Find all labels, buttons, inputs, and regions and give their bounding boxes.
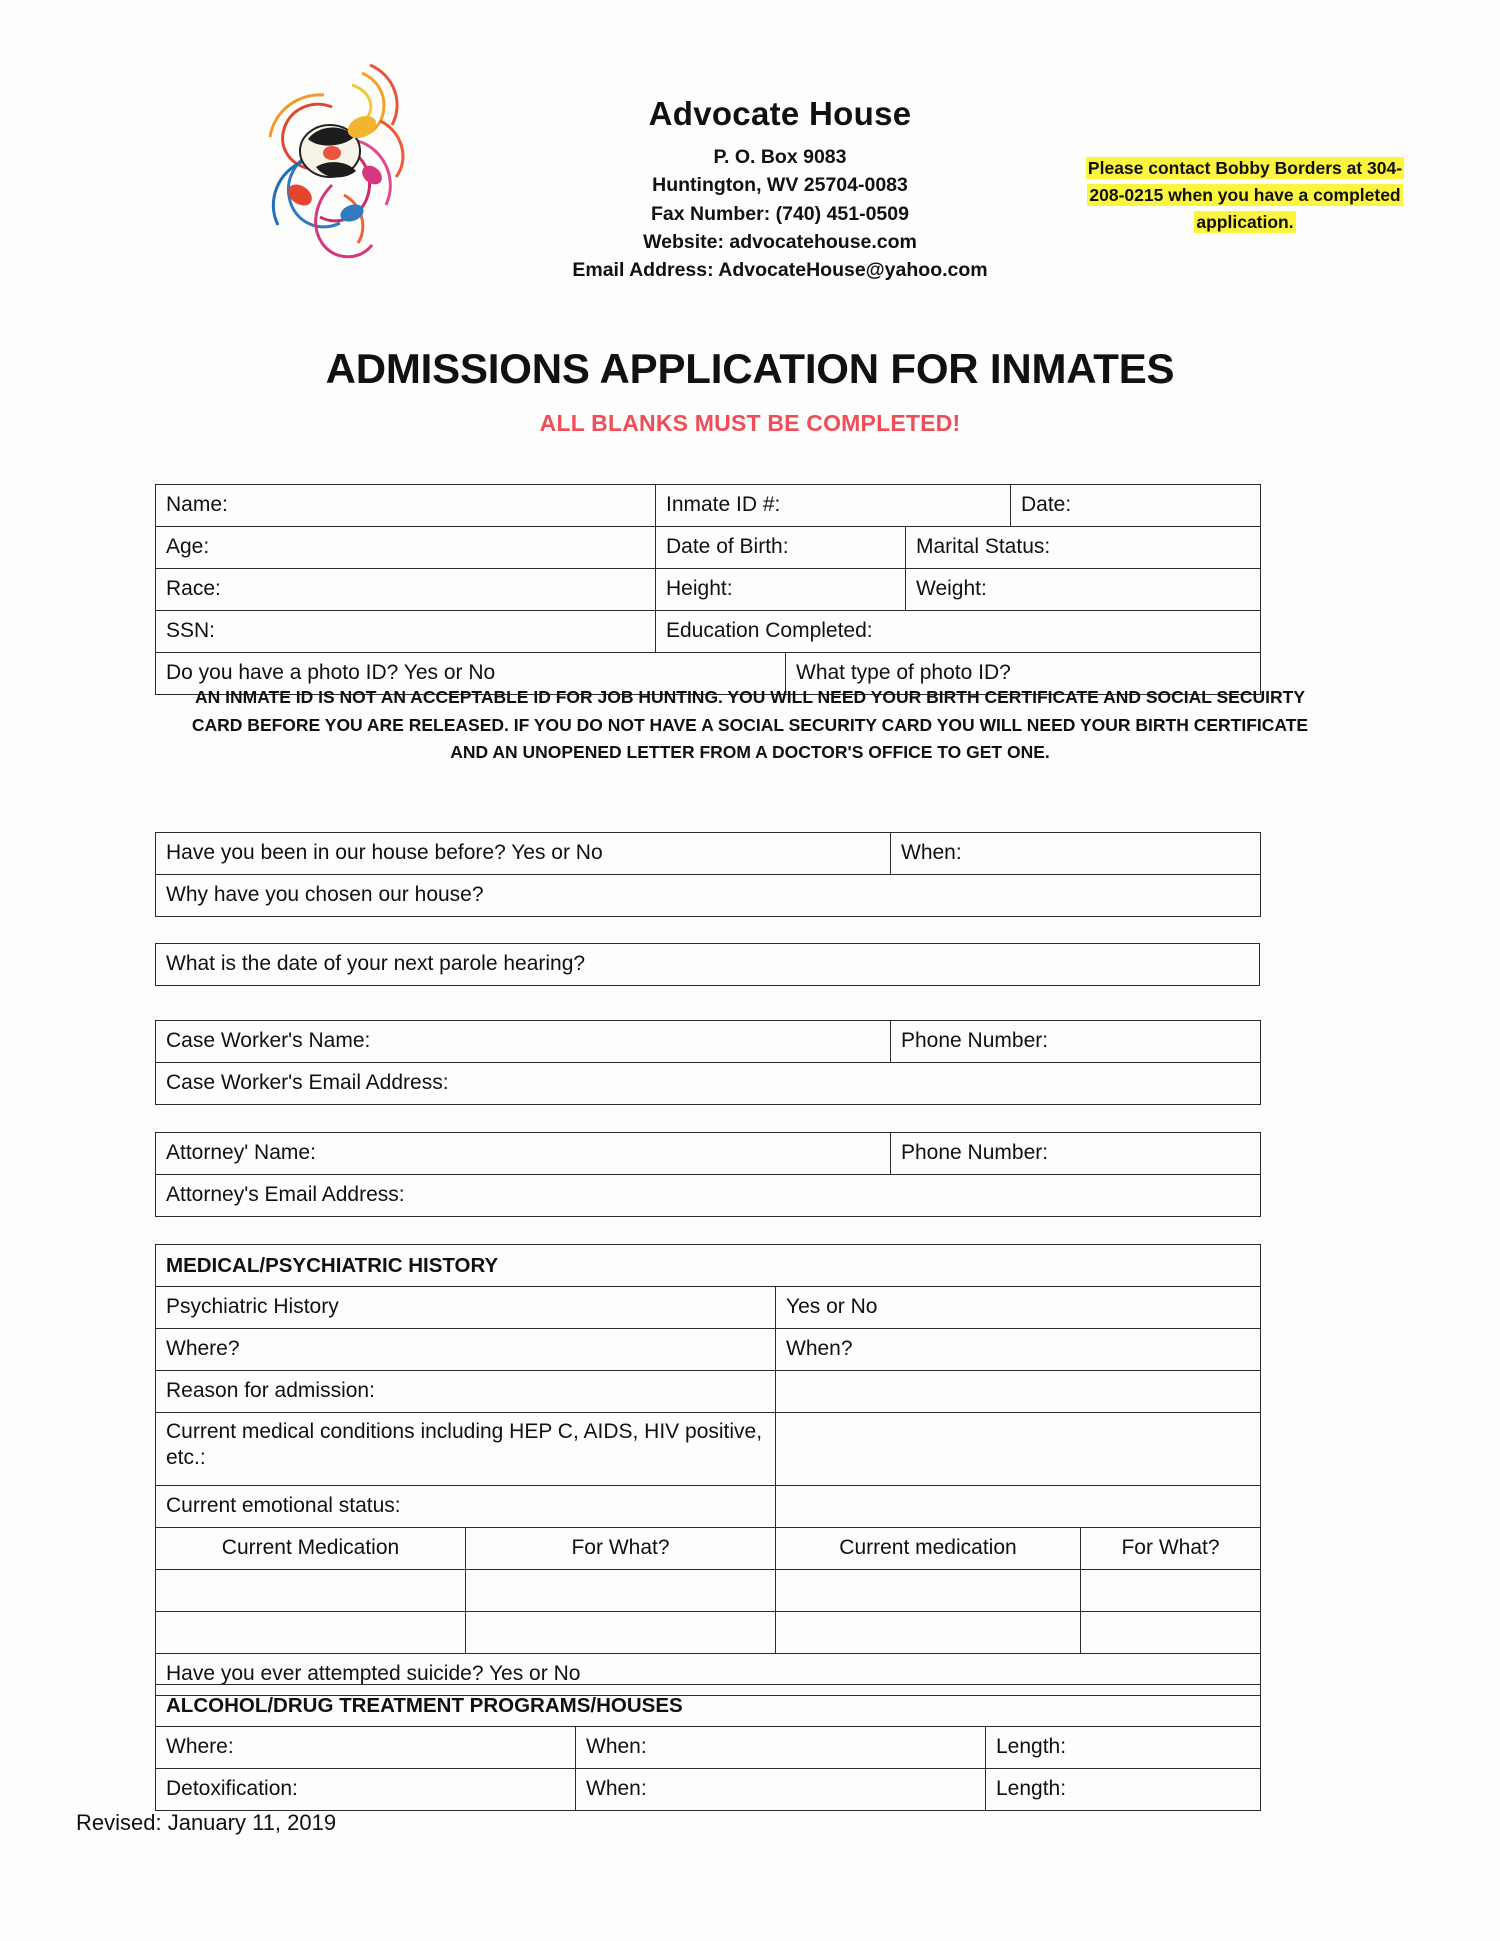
field-label-psych-yesno[interactable]: Yes or No xyxy=(776,1287,1261,1329)
table-row xyxy=(156,1570,1261,1612)
field-label-age[interactable]: Age: xyxy=(156,527,656,569)
column-header-medication-1: Current Medication xyxy=(156,1528,466,1570)
field-label-psych-where[interactable]: Where? xyxy=(156,1329,776,1371)
table-row xyxy=(156,1245,1261,1287)
table-row xyxy=(156,1413,1261,1486)
field-label-program-length[interactable]: Length: xyxy=(986,1727,1261,1769)
field-label-detox[interactable]: Detoxification: xyxy=(156,1769,576,1811)
email-address: Email Address: AdvocateHouse@yahoo.com xyxy=(572,259,988,282)
field-input-forwhat[interactable] xyxy=(1081,1570,1261,1612)
document-header xyxy=(0,0,1500,436)
field-label-been-before[interactable]: Have you been in our house before? Yes or No xyxy=(156,833,891,875)
table-row xyxy=(156,944,1260,986)
organization-block xyxy=(500,95,1060,284)
identity-table xyxy=(155,484,1261,695)
revision-footer: Revised: January 11, 2019 xyxy=(76,1810,337,1835)
contact-highlight-note xyxy=(1075,155,1415,236)
table-row xyxy=(156,611,1261,653)
section-title-medical: MEDICAL/PSYCHIATRIC HISTORY xyxy=(156,1245,1261,1287)
id-requirement-notice: AN INMATE ID IS NOT AN ACCEPTABLE ID FOR JOB HUNTING. YOU WILL NEED YOUR BIRTH CERTIFICATE AND SOCIAL SECUIRTY CARD BEFORE YOU ARE RELEASED. IF YOU DO NOT HAVE A SOCIAL SECURITY CARD YOU WILL NEED YOUR BIRTH CERTIFICATE AND AN UNOPENED LETTER FROM A DOCTOR'S OFFICE TO GET ONE. xyxy=(191,687,1309,763)
field-label-inmate-id[interactable]: Inmate ID #: xyxy=(656,485,1011,527)
field-label-name[interactable]: Name: xyxy=(156,485,656,527)
table-row xyxy=(156,527,1261,569)
section-title-alcohol-drug: ALCOHOL/DRUG TREATMENT PROGRAMS/HOUSES xyxy=(156,1685,1261,1727)
table-row xyxy=(156,1486,1261,1528)
table-row xyxy=(156,569,1261,611)
table-row xyxy=(156,1612,1261,1654)
field-label-caseworker-phone[interactable]: Phone Number: xyxy=(891,1021,1261,1063)
field-label-program-when[interactable]: When: xyxy=(576,1727,986,1769)
field-input-medication[interactable] xyxy=(156,1612,466,1654)
field-label-suicide-attempt[interactable]: Have you ever attempted suicide? Yes or No xyxy=(156,1654,1261,1696)
organization-name: Advocate House xyxy=(648,95,912,132)
website: Website: advocatehouse.com xyxy=(643,230,917,253)
table-row xyxy=(156,1685,1261,1727)
field-label-detox-length[interactable]: Length: xyxy=(986,1769,1261,1811)
table-row xyxy=(156,1175,1261,1217)
field-input-medication[interactable] xyxy=(776,1612,1081,1654)
field-label-date[interactable]: Date: xyxy=(1011,485,1261,527)
field-label-emotional-status[interactable]: Current emotional status: xyxy=(156,1486,776,1528)
parole-table xyxy=(155,943,1260,986)
field-label-photo-id-type[interactable]: What type of photo ID? xyxy=(786,653,1261,695)
column-header-medication-2: Current medication xyxy=(776,1528,1081,1570)
field-label-caseworker-email[interactable]: Case Worker's Email Address: xyxy=(156,1063,1261,1105)
field-input-emotional-status[interactable] xyxy=(776,1486,1261,1528)
table-row xyxy=(156,1727,1261,1769)
page-title: ADMISSIONS APPLICATION FOR INMATES xyxy=(325,345,1175,392)
page-subtitle: ALL BLANKS MUST BE COMPLETED! xyxy=(539,410,961,436)
table-row xyxy=(156,833,1261,875)
column-header-forwhat-1: For What? xyxy=(466,1528,776,1570)
address-po-box: P. O. Box 9083 xyxy=(713,146,847,168)
field-label-been-before-when[interactable]: When: xyxy=(891,833,1261,875)
field-label-detox-when[interactable]: When: xyxy=(576,1769,986,1811)
field-input-medication[interactable] xyxy=(156,1570,466,1612)
table-row xyxy=(156,1769,1261,1811)
field-input-medication[interactable] xyxy=(776,1570,1081,1612)
case-worker-table xyxy=(155,1020,1261,1105)
field-label-attorney-name[interactable]: Attorney' Name: xyxy=(156,1133,891,1175)
field-label-program-where[interactable]: Where: xyxy=(156,1727,576,1769)
medical-history-table xyxy=(155,1244,1261,1696)
field-label-height[interactable]: Height: xyxy=(656,569,906,611)
contact-highlight-text: Please contact Bobby Borders at 304-208-0215 when you have a completed application. xyxy=(1087,158,1403,233)
field-input-forwhat[interactable] xyxy=(466,1570,776,1612)
field-label-education[interactable]: Education Completed: xyxy=(656,611,1261,653)
field-input-forwhat[interactable] xyxy=(1081,1612,1261,1654)
field-label-medical-conditions[interactable]: Current medical conditions including HEP C, AIDS, HIV positive, etc.: xyxy=(156,1413,776,1486)
table-row xyxy=(156,1287,1261,1329)
field-label-attorney-email[interactable]: Attorney's Email Address: xyxy=(156,1175,1261,1217)
field-label-ssn[interactable]: SSN: xyxy=(156,611,656,653)
field-label-reason-admission[interactable]: Reason for admission: xyxy=(156,1371,776,1413)
address-city-state: Huntington, WV 25704-0083 xyxy=(652,174,908,197)
table-row xyxy=(156,1063,1261,1105)
house-history-table xyxy=(155,832,1261,917)
field-input-medical-conditions[interactable] xyxy=(776,1413,1261,1486)
table-row xyxy=(156,485,1261,527)
table-row xyxy=(156,1371,1261,1413)
field-label-attorney-phone[interactable]: Phone Number: xyxy=(891,1133,1261,1175)
table-row xyxy=(156,875,1261,917)
field-label-weight[interactable]: Weight: xyxy=(906,569,1261,611)
table-row xyxy=(156,1528,1261,1570)
field-label-photo-id[interactable]: Do you have a photo ID? Yes or No xyxy=(156,653,786,695)
fax-number: Fax Number: (740) 451-0509 xyxy=(651,202,909,225)
field-input-forwhat[interactable] xyxy=(466,1612,776,1654)
field-input-reason-admission[interactable] xyxy=(776,1371,1261,1413)
field-label-psych-when[interactable]: When? xyxy=(776,1329,1261,1371)
field-label-race[interactable]: Race: xyxy=(156,569,656,611)
phoenix-logo-icon xyxy=(212,55,452,280)
column-header-forwhat-2: For What? xyxy=(1081,1528,1261,1570)
field-label-psychiatric-history[interactable]: Psychiatric History xyxy=(156,1287,776,1329)
table-row xyxy=(156,1329,1261,1371)
table-row xyxy=(156,1021,1261,1063)
attorney-table xyxy=(155,1132,1261,1217)
alcohol-drug-table xyxy=(155,1684,1261,1811)
field-label-caseworker-name[interactable]: Case Worker's Name: xyxy=(156,1021,891,1063)
field-label-why-chosen[interactable]: Why have you chosen our house? xyxy=(156,875,1261,917)
field-label-dob[interactable]: Date of Birth: xyxy=(656,527,906,569)
field-label-parole-hearing[interactable]: What is the date of your next parole hearing? xyxy=(156,944,1260,986)
field-label-marital-status[interactable]: Marital Status: xyxy=(906,527,1261,569)
table-row xyxy=(156,1133,1261,1175)
